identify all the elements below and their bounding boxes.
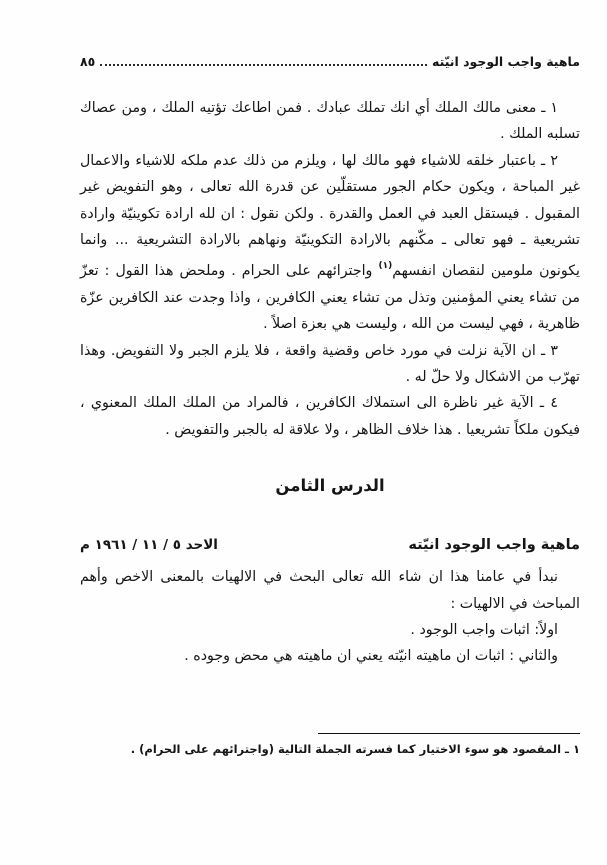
numbered-item-2 [80,148,580,338]
lesson-heading: الدرس الثامن [275,476,385,496]
dot-leader [100,64,427,66]
item2-text-before-note: ٢ ـ باعتبار خلقه للاشياء فهو مالك لها ، ويلزم من ذلك عدم ملكه للاشياء والاعمال غير المباحة ، ويكون حكام الجور مستقلّين عن قدرة الله تعالى ، وهو التفويض غير المقبول . فيستقل العبد في العمل والقدرة . ولكن نقول : ان لله ارادة تكوينيّة وارادة تشريعية ـ فهو تعالى ـ مكّنهم بالارادة التكوينيّة ونهاهم بالارادة التشريعية ... وانما يكونون ملومين لنقصان انفسهم [80,152,580,280]
lesson-title: ماهية واجب الوجود انيّته [408,536,580,553]
footnote-text: ١ ـ المقصود هو سوء الاختيار كما فسرته الجملة التالية (واجترائهم على الحرام) . [130,742,580,756]
numbered-item-1: ١ ـ معنى مالك الملك أي انك تملك عبادك . فمن اطاعك تؤتيه الملك ، ومن عصاك تسلبه الملك . [80,100,580,143]
lesson-list-item-second: والثاني : اثبات ان ماهيته انيّته يعني ان ماهيته هي محض وجوده . [184,648,558,665]
lesson-date: الاحد ٥ / ١١ / ١٩٦١ م [80,536,218,553]
page-number: ٨٥ [80,54,96,69]
lesson-list-item-first: اولاً: اثبات واجب الوجود . [410,621,558,638]
numbered-item-4: ٤ ـ الآية غير ناظرة الى استملاك الكافرين ، فالمراد من الملك الملك المعنوي ، فيكون ملكاً تشريعيا . هذا خلاف الظاهر ، ولا علاقة له بالجبر والتفويض . [80,395,580,438]
running-head [80,54,580,69]
running-head-title: ماهية واجب الوجود انيّته [432,54,580,69]
numbered-item-3: ٣ ـ ان الآية نزلت في مورد خاص وقضية واقعة ، فلا يلزم الجبر ولا التفويض. وهذا تهرّب من الاشكال ولا حلّ له . [80,342,580,386]
footnote-area [80,733,580,758]
lesson-subhead-row [80,532,580,558]
item2-text-after-note: واجترائهم على الحرام . وملحض هذا القول : تعزّ من تشاء يعني المؤمنين وتذل من تشاء يعني الكافرين ، واذا وجدت عند الكافرين عزّة ظاهرية ، فهي ليست من الله ، وليست هي بعزة اصلاً . [80,263,580,333]
main-text-block [80,95,580,670]
footnote-separator-rule [318,733,580,734]
lesson-paragraph-intro: نبدأ في عامنا هذا ان شاء الله تعالى البحث في الالهيات بالمعنى الاخص وأهم المباحث في الالهيات : [80,569,580,612]
footnote-reference-marker: (١) [378,261,393,272]
